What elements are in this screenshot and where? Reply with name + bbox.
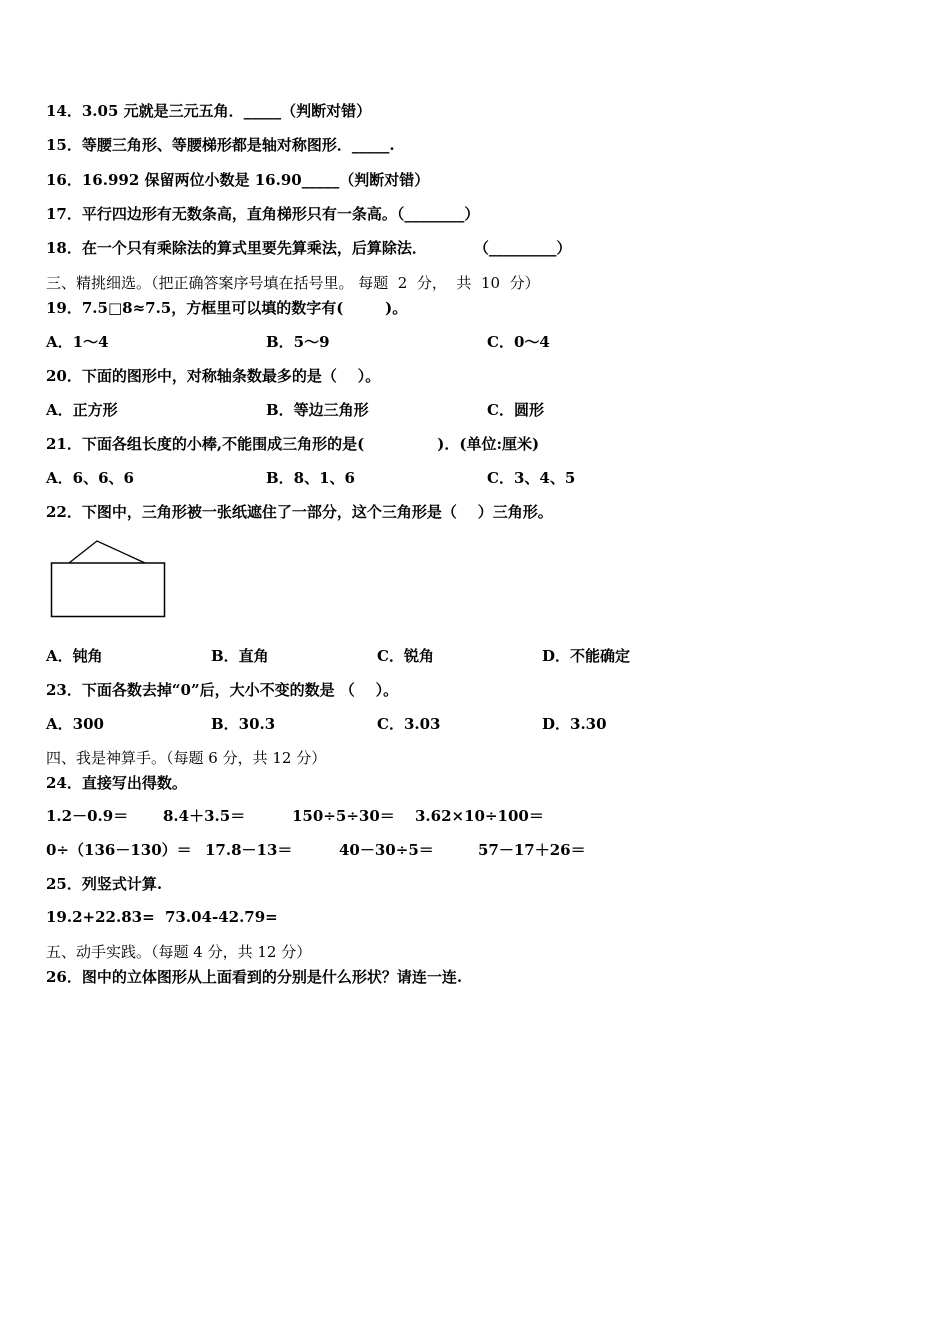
question-23: 23．下面各数去掉“0”后，大小不变的数是 （ ）。 xyxy=(46,681,399,699)
q21-option-a: A．6、6、6 xyxy=(46,469,134,487)
question-19: 19．7.5□8≈7.5，方框里可以填的数字有( )。 xyxy=(46,299,408,317)
q21-option-c: C．3、4、5 xyxy=(487,469,576,487)
triangle-top xyxy=(69,541,145,563)
calc-5: 0÷（136－130）＝ xyxy=(46,841,192,859)
covered-triangle-figure xyxy=(48,536,170,622)
question-14: 14．3.05 元就是三元五角．_____（判断对错） xyxy=(46,102,372,120)
q22-option-a: A．钝角 xyxy=(46,647,103,665)
question-26: 26．图中的立体图形从上面看到的分别是什么形状？请连一连. xyxy=(46,968,463,986)
question-16: 16．16.992 保留两位小数是 16.90_____（判断对错） xyxy=(46,171,430,189)
q20-option-a: A．正方形 xyxy=(46,401,118,419)
q19-option-b: B．5～9 xyxy=(266,333,330,351)
question-20: 20．下面的图形中，对称轴条数最多的是（ ）。 xyxy=(46,367,381,385)
calc-3: 150÷5÷30＝ xyxy=(292,807,395,825)
calc-2: 8.4＋3.5＝ xyxy=(163,807,246,825)
question-22: 22．下图中，三角形被一张纸遮住了一部分，这个三角形是（ ）三角形。 xyxy=(46,503,553,521)
q23-option-a: A．300 xyxy=(46,715,104,733)
section-3-heading: 三、精挑细选。（把正确答案序号填在括号里。 每题 2 分， 共 10 分） xyxy=(46,274,540,292)
q20-option-b: B．等边三角形 xyxy=(266,401,369,419)
vertical-calc-2: 73.04-42.79= xyxy=(165,908,278,926)
question-17: 17．平行四边形有无数条高，直角梯形只有一条高。（________） xyxy=(46,205,480,223)
calc-7: 40－30÷5＝ xyxy=(339,841,434,859)
q23-option-c: C．3.03 xyxy=(377,715,441,733)
q23-option-d: D．3.30 xyxy=(542,715,607,733)
question-25: 25．列竖式计算. xyxy=(46,875,163,893)
q19-option-a: A．1～4 xyxy=(46,333,109,351)
question-24: 24．直接写出得数。 xyxy=(46,774,187,792)
q22-option-d: D．不能确定 xyxy=(542,647,631,665)
question-18: 18．在一个只有乘除法的算式里要先算乘法，后算除法． （_________） xyxy=(46,239,572,257)
calc-4: 3.62×10÷100＝ xyxy=(415,807,544,825)
calc-6: 17.8－13＝ xyxy=(205,841,293,859)
question-21: 21．下面各组长度的小棒,不能围成三角形的是( )．(单位:厘米) xyxy=(46,435,540,453)
q22-option-b: B．直角 xyxy=(211,647,269,665)
q21-option-b: B．8、1、6 xyxy=(266,469,355,487)
q23-option-b: B．30.3 xyxy=(211,715,276,733)
calc-8: 57－17＋26＝ xyxy=(478,841,586,859)
calc-1: 1.2－0.9＝ xyxy=(46,807,129,825)
q22-option-c: C．锐角 xyxy=(377,647,434,665)
section-4-heading: 四、我是神算手。（每题 6 分，共 12 分） xyxy=(46,749,327,767)
q19-option-c: C．0～4 xyxy=(487,333,550,351)
section-5-heading: 五、动手实践。（每题 4 分，共 12 分） xyxy=(46,943,312,961)
covering-paper xyxy=(52,563,165,617)
q20-option-c: C．圆形 xyxy=(487,401,544,419)
question-15: 15．等腰三角形、等腰梯形都是轴对称图形．_____. xyxy=(46,136,395,154)
vertical-calc-1: 19.2+22.83= xyxy=(46,908,155,926)
